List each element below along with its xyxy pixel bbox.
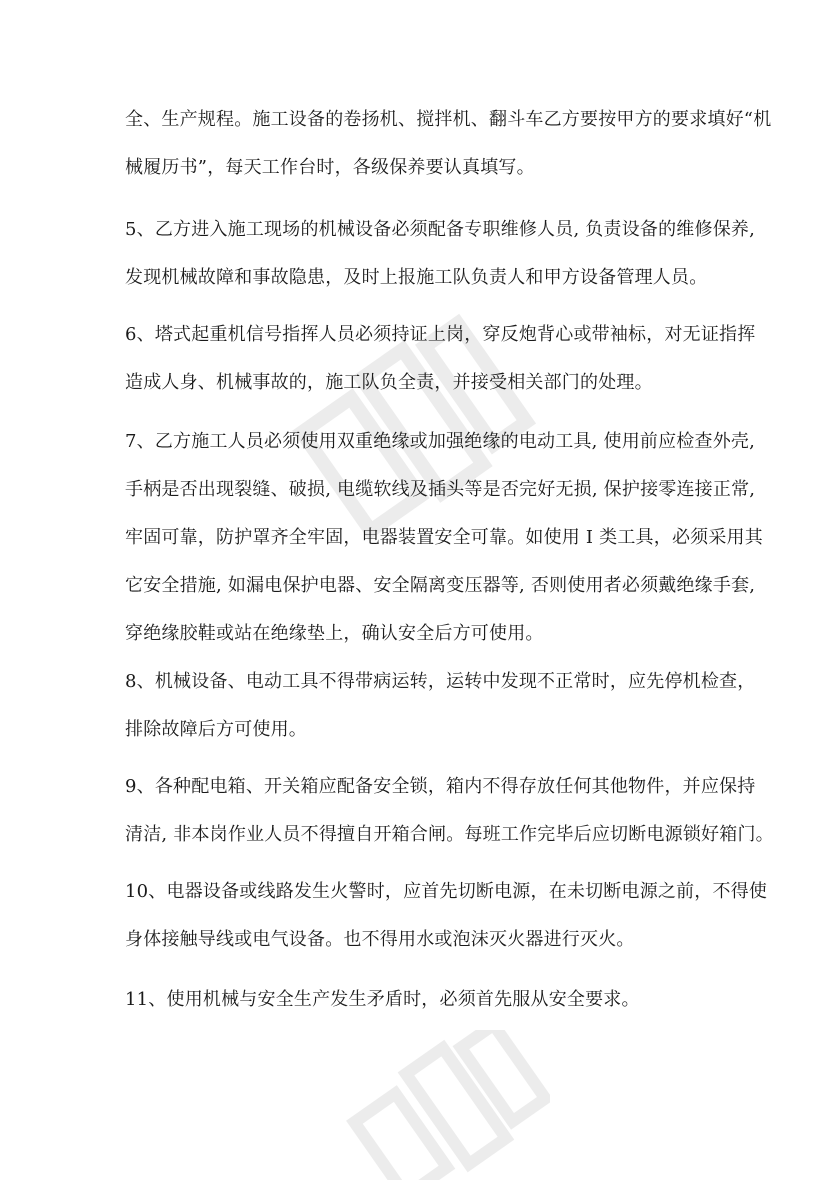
text-line: 械履历书”，每天工作台时，各级保养要认真填写。 <box>125 157 535 178</box>
text-line: 它安全措施, 如漏电保护电器、安全隔离变压器等, 否则使用者必须戴绝缘手套, <box>125 575 756 596</box>
text-line: 穿绝缘胶鞋或站在绝缘垫上，确认安全后方可使用。 <box>125 623 544 644</box>
paragraph <box>125 206 756 302</box>
paragraph <box>125 868 768 964</box>
text-line: 牢固可靠，防护罩齐全牢固，电器装置安全可靠。如使用 I 类工具，必须采用其 <box>125 527 763 548</box>
paragraph <box>125 311 756 407</box>
text-line: 6、塔式起重机信号指挥人员必须持证上岗，穿反炮背心或带袖标，对无证指挥 <box>125 324 756 345</box>
paragraph <box>125 418 763 658</box>
watermark-stamp-icon <box>330 1030 550 1180</box>
text-line: 11、使用机械与安全生产发生矛盾时，必须首先服从安全要求。 <box>125 989 640 1010</box>
text-line: 10、电器设备或线路发生火警时，应首先切断电源，在未切断电源之前，不得使 <box>125 881 768 902</box>
text-line: 造成人身、机械事故的，施工队负全责，并接受相关部门的处理。 <box>125 372 653 393</box>
text-line: 排除故障后方可使用。 <box>125 719 307 740</box>
text-line: 清洁, 非本岗作业人员不得擅自开箱合闸。每班工作完毕后应切断电源锁好箱门。 <box>125 824 774 845</box>
paragraph <box>125 976 725 1024</box>
paragraph <box>125 763 774 859</box>
text-line: 9、各种配电箱、开关箱应配备安全锁，箱内不得存放任何其他物件，并应保持 <box>125 776 756 797</box>
text-line: 发现机械故障和事故隐患，及时上报施工队负责人和甲方设备管理人员。 <box>125 267 708 288</box>
paragraph <box>125 96 772 192</box>
text-line: 身体接触导线或电气设备。也不得用水或泡沫灭火器进行灭火。 <box>125 929 635 950</box>
text-line: 全、生产规程。施工设备的卷扬机、搅拌机、翻斗车乙方要按甲方的要求填好“机 <box>125 109 772 130</box>
text-line: 7、乙方施工人员必须使用双重绝缘或加强绝缘的电动工具, 使用前应检查外壳, <box>125 431 756 452</box>
paragraph <box>125 658 756 754</box>
text-line: 8、机械设备、电动工具不得带病运转，运转中发现不正常时，应先停机检查， <box>125 671 756 692</box>
text-line: 5、乙方进入施工现场的机械设备必须配备专职维修人员, 负责设备的维修保养, <box>125 219 756 240</box>
text-line: 手柄是否出现裂缝、破损, 电缆软线及插头等是否完好无损, 保护接零连接正常, <box>125 479 756 500</box>
